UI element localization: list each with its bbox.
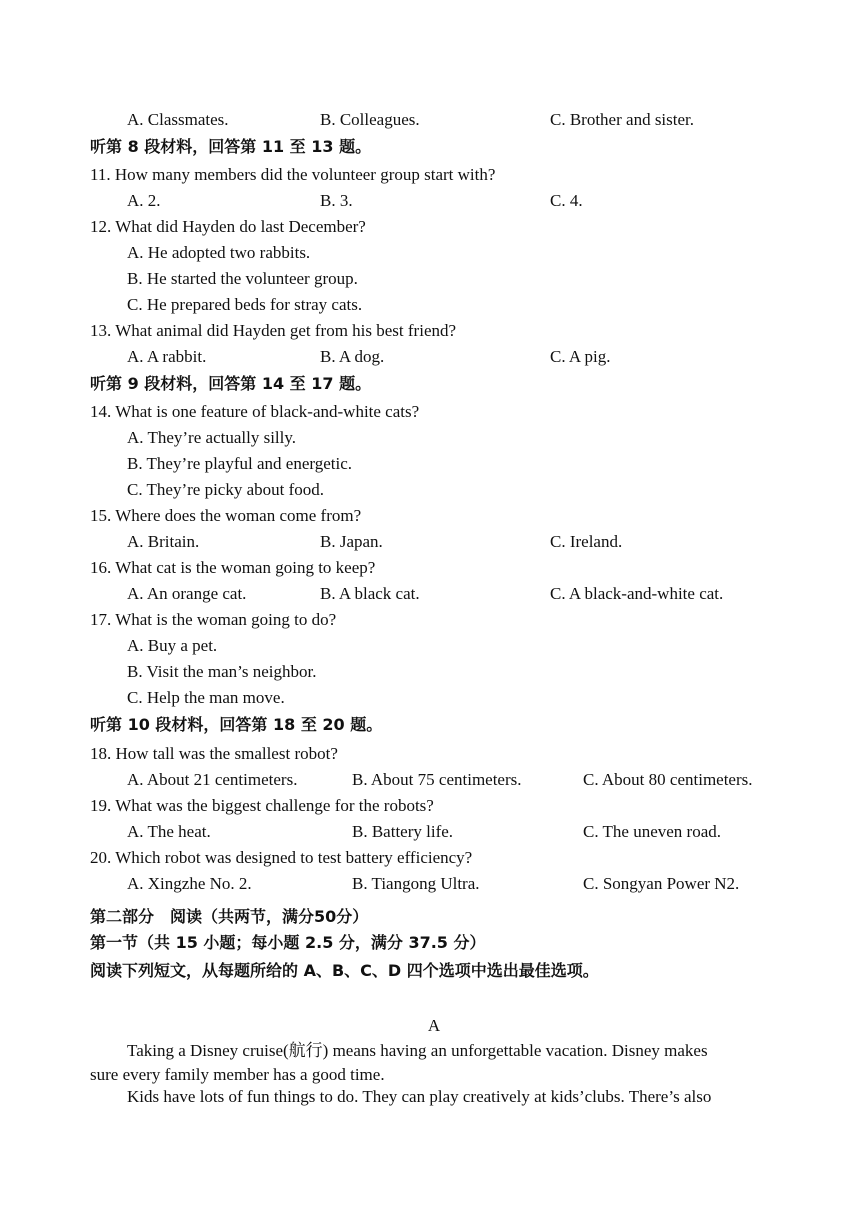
q10-option-c: C. Brother and sister.: [550, 110, 695, 129]
passage-line-1: Taking a Disney cruise(航行) means having an unforgettable vacation. Disney makes: [127, 1041, 708, 1060]
q10-option-a: A. Classmates.: [127, 110, 229, 129]
q14-option-b: B. They’re playful and energetic.: [127, 454, 353, 473]
q16-option-a: A. An orange cat.: [127, 584, 247, 603]
q20-option-b: B. Tiangong Ultra.: [352, 874, 480, 893]
q18-option-b: B. About 75 centimeters.: [352, 770, 522, 789]
q15-option-c: C. Ireland.: [550, 532, 623, 551]
q17-stem: 17. What is the woman going to do?: [90, 610, 337, 629]
q16-stem: 16. What cat is the woman going to keep?: [90, 558, 376, 577]
q14-option-c: C. They’re picky about food.: [127, 480, 325, 499]
q14-option-a: A. They’re actually silly.: [127, 428, 297, 447]
q19-option-c: C. The uneven road.: [583, 822, 722, 841]
q14-stem: 14. What is one feature of black-and-white cats?: [90, 402, 420, 421]
q17-option-c: C. Help the man move.: [127, 688, 285, 707]
q13-option-b: B. A dog.: [320, 347, 385, 366]
q18-option-c: C. About 80 centimeters.: [583, 770, 753, 789]
passage-line-2: sure every family member has a good time.: [90, 1065, 385, 1084]
section-8-heading: 听第 8 段材料，回答第 11 至 13 题。: [90, 137, 372, 156]
section-10-heading: 听第 10 段材料，回答第 18 至 20 题。: [90, 715, 383, 734]
q20-stem: 20. Which robot was designed to test battery efficiency?: [90, 848, 473, 867]
q13-stem: 13. What animal did Hayden get from his best friend?: [90, 321, 457, 340]
part-2-instructions: 阅读下列短文，从每题所给的 A、B、C、D 四个选项中选出最佳选项。: [90, 961, 599, 980]
q12-stem: 12. What did Hayden do last December?: [90, 217, 366, 236]
q10-option-b: B. Colleagues.: [320, 110, 420, 129]
q17-option-a: A. Buy a pet.: [127, 636, 218, 655]
q19-option-a: A. The heat.: [127, 822, 211, 841]
q12-option-c: C. He prepared beds for stray cats.: [127, 295, 363, 314]
q18-stem: 18. How tall was the smallest robot?: [90, 744, 338, 763]
q12-option-a: A. He adopted two rabbits.: [127, 243, 311, 262]
section-9-heading: 听第 9 段材料，回答第 14 至 17 题。: [90, 374, 372, 393]
passage-title: A: [427, 1016, 441, 1035]
passage-line-3: Kids have lots of fun things to do. They can play creatively at kids’clubs. There’s also: [127, 1087, 712, 1106]
q11-option-a: A. 2.: [127, 191, 161, 210]
q20-option-a: A. Xingzhe No. 2.: [127, 874, 252, 893]
q13-option-a: A. A rabbit.: [127, 347, 207, 366]
q16-option-c: C. A black-and-white cat.: [550, 584, 724, 603]
q11-stem: 11. How many members did the volunteer group start with?: [90, 165, 496, 184]
q12-option-b: B. He started the volunteer group.: [127, 269, 358, 288]
q17-option-b: B. Visit the man’s neighbor.: [127, 662, 317, 681]
q15-stem: 15. Where does the woman come from?: [90, 506, 362, 525]
q19-stem: 19. What was the biggest challenge for the robots?: [90, 796, 434, 815]
q18-option-a: A. About 21 centimeters.: [127, 770, 298, 789]
q20-option-c: C. Songyan Power N2.: [583, 874, 740, 893]
q15-option-a: A. Britain.: [127, 532, 200, 551]
q13-option-c: C. A pig.: [550, 347, 611, 366]
q11-option-b: B. 3.: [320, 191, 353, 210]
q19-option-b: B. Battery life.: [352, 822, 454, 841]
part-2-heading: 第二部分 阅读（共两节，满分50分）: [90, 907, 369, 926]
part-2-section-1-heading: 第一节（共 15 小题；每小题 2.5 分，满分 37.5 分）: [90, 933, 486, 952]
q15-option-b: B. Japan.: [320, 532, 383, 551]
q16-option-b: B. A black cat.: [320, 584, 420, 603]
q11-option-c: C. 4.: [550, 191, 583, 210]
